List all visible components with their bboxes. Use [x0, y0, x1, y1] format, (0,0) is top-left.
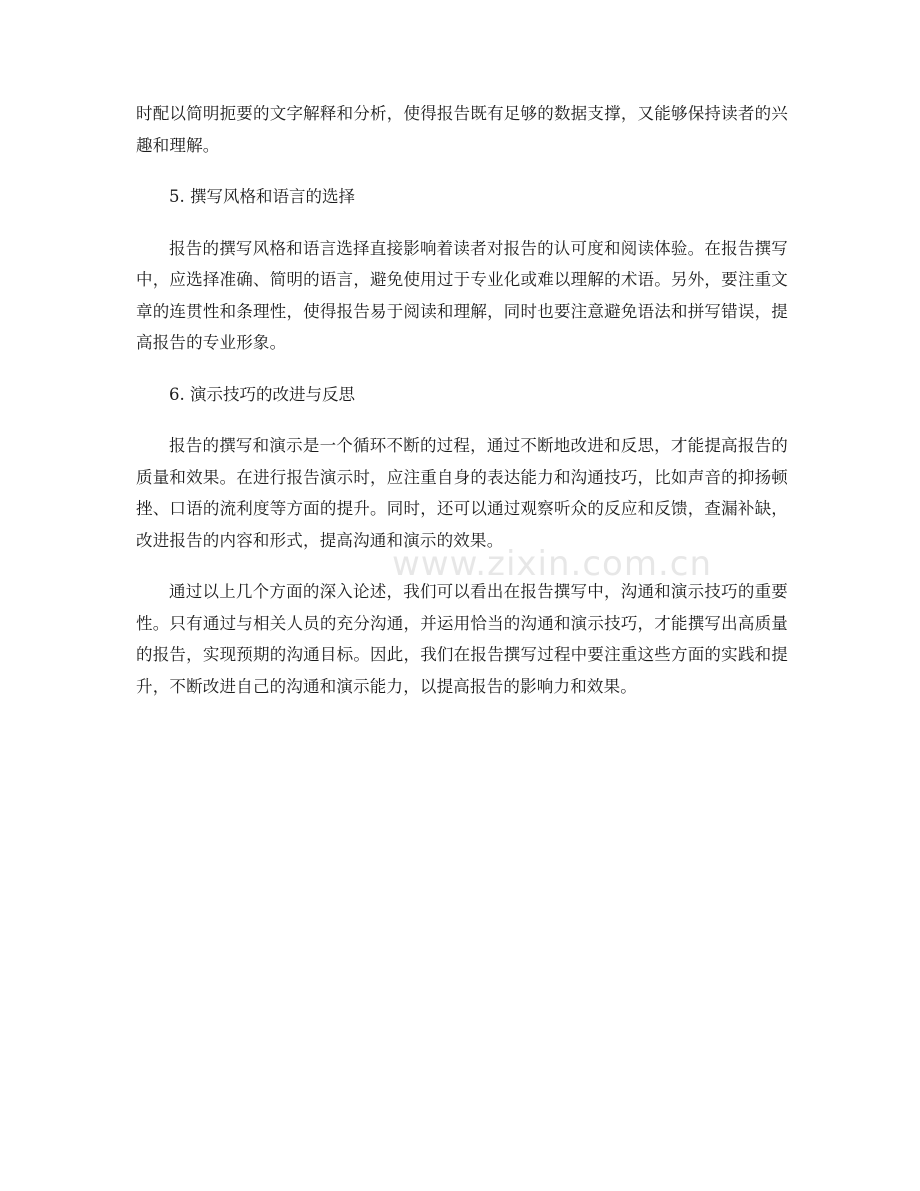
- paragraph-gap: [136, 213, 788, 233]
- watermark: www.zixin.com.cn: [392, 544, 712, 584]
- conclusion-paragraph: 通过以上几个方面的深入论述，我们可以看出在报告撰写中，沟通和演示技巧的重要性。只有通过与相关人员的充分沟通，并运用恰当的沟通和演示技巧，才能撰写出高质量的报告，实现预期的沟通目标。因此，我们在报告撰写过程中要注重这些方面的实践和提升，不断改进自己的沟通和演示能力，以提高报告的影响力和效果。: [136, 582, 788, 696]
- document-page: [136, 98, 788, 702]
- section-5-heading: 5. 撰写风格和语言的选择: [169, 187, 355, 206]
- paragraph-gap: [136, 556, 788, 576]
- paragraph-gap: [136, 410, 788, 430]
- section-5-paragraph: 报告的撰写风格和语言选择直接影响着读者对报告的认可度和阅读体验。在报告撰写中，应选择准确、简明的语言，避免使用过于专业化或难以理解的术语。另外，要注重文章的连贯性和条理性，使得报告易于阅读和理解，同时也要注意避免语法和拼写错误，提高报告的专业形象。: [136, 238, 788, 352]
- section-6-heading: 6. 演示技巧的改进与反思: [169, 384, 355, 404]
- paragraph-gap: [136, 359, 788, 379]
- continuation-paragraph: 时配以简明扼要的文字解释和分析，使得报告既有足够的数据支撑，又能够保持读者的兴趣和理解。: [136, 104, 788, 155]
- paragraph-gap: [136, 161, 788, 181]
- section-6-paragraph: 报告的撰写和演示是一个循环不断的过程，通过不断地改进和反思，才能提高报告的质量和效果。在进行报告演示时，应注重自身的表达能力和沟通技巧，比如声音的抑扬顿挫、口语的流利度等方面的提升。同时，还可以通过观察听众的反应和反馈，查漏补缺，改进报告的内容和形式，提高沟通和演示的效果。: [136, 436, 788, 550]
